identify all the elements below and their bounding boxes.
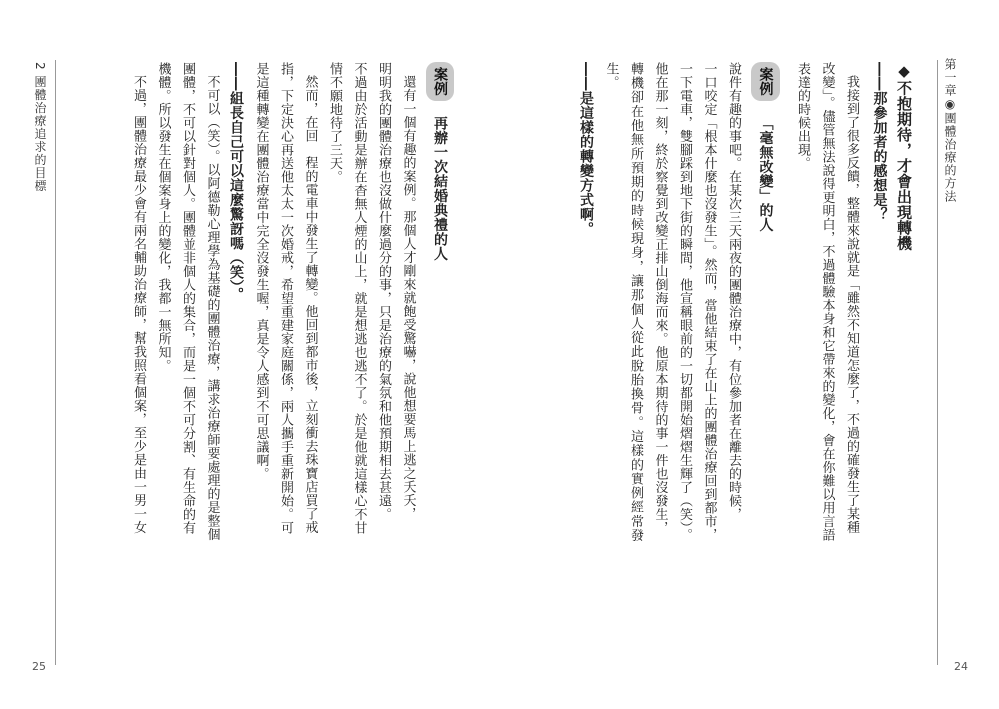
question-line: ――組長自己可以這麼驚訝嗎（笑）。 bbox=[228, 62, 244, 302]
body-line: 不過由於活動是辦在杳無人煙的山上，就是想逃也逃不了。於是他就這樣心不甘 bbox=[351, 62, 367, 535]
case-badge: 案例 bbox=[751, 62, 780, 101]
body-line: 團體，不可以針對個人。團體並非個人的集合，而是一個不可分割、有生命的有 bbox=[180, 62, 195, 535]
reply-line: ――是這樣的轉變方式啊。 bbox=[578, 62, 594, 236]
page-number-right: 24 bbox=[954, 660, 968, 673]
body-line: 一口咬定「根本什麼也沒發生」。然而，當他結束了在山上的團體治療回到都市， bbox=[701, 62, 717, 542]
case-title: 「毫無改變」的人 bbox=[757, 116, 774, 233]
body-line: 情不願地待了三天。 bbox=[327, 62, 342, 184]
page-number-left: 25 bbox=[32, 660, 46, 673]
body-line: 指，下定決心再送他太太一次婚戒，希望重建家庭關係，兩人攜手重新開始。可 bbox=[278, 62, 293, 535]
right-page-rule bbox=[937, 60, 938, 665]
body-line: 轉機卻在他無所預期的時候現身，讓那個人從此脫胎換骨。這樣的實例經常發生。 bbox=[603, 62, 643, 542]
body-line: 還有一個有趣的案例。那個人才剛來就飽受驚嚇，說他想要馬上逃之夭夭， bbox=[400, 75, 416, 521]
case-heading bbox=[751, 62, 780, 542]
right-text-block bbox=[556, 62, 916, 542]
running-head: 第一章◉團體治療的方法 bbox=[943, 58, 957, 203]
body-line: 一下電車，雙腳踩到地下街的瞬間，他宣稱眼前的一切都開始熠熠生輝了（笑）。 bbox=[677, 62, 692, 542]
body-line: 改變」。儘管無法說得更明白，不過體驗本身和它帶來的變化，會在你難以用言語 bbox=[819, 62, 835, 542]
body-line: 不過，團體治療最少會有兩名輔助治療師，幫我照看個案，至少是由一男一女 bbox=[131, 75, 146, 534]
question-line: ――那參加者的感想是？ bbox=[871, 62, 888, 222]
body-line: 我接到了很多反饋，整體來說就是「雖然不知道怎麼了，不過的確發生了某種 bbox=[844, 75, 859, 534]
case-title: 再辦一次結婚典禮的人 bbox=[432, 116, 448, 262]
body-line: 明明我的團體治療也沒做什麼過分的事，只是治療的氣氛和他預期相去甚遠。 bbox=[376, 62, 391, 521]
case-badge: 案例 bbox=[426, 62, 455, 101]
left-page-rule bbox=[55, 60, 56, 665]
body-line: 機體。所以發生在個案身上的變化，我都一無所知。 bbox=[155, 62, 171, 373]
body-line: 表達的時候出現。 bbox=[795, 62, 810, 170]
body-line: 不可以（笑）。以阿德勒心理學為基礎的團體治療，講求治療師要處理的是整個 bbox=[204, 75, 220, 541]
body-line: 是這種轉變在團體治療當中完全沒發生喔，真是令人感到不可思議啊。 bbox=[253, 62, 269, 481]
case-heading bbox=[426, 62, 455, 542]
running-foot: 2 團體治療追求的目標 bbox=[33, 62, 47, 193]
body-line: 說件有趣的事吧。在某次三天兩夜的團體治療中，有位參加者在離去的時候， bbox=[726, 62, 741, 521]
left-text-block bbox=[88, 62, 458, 542]
body-line: 然而，在回 程的電車中發生了轉變。他回到都市後，立刻衝去珠寶店買了戒 bbox=[302, 75, 318, 534]
body-line: 他在那一刻，終於察覺到改變正排山倒海而來。他原本期待的事一件也沒發生， bbox=[652, 62, 668, 535]
section-heading: ◆不抱期待，才會出現轉機 bbox=[895, 62, 913, 251]
